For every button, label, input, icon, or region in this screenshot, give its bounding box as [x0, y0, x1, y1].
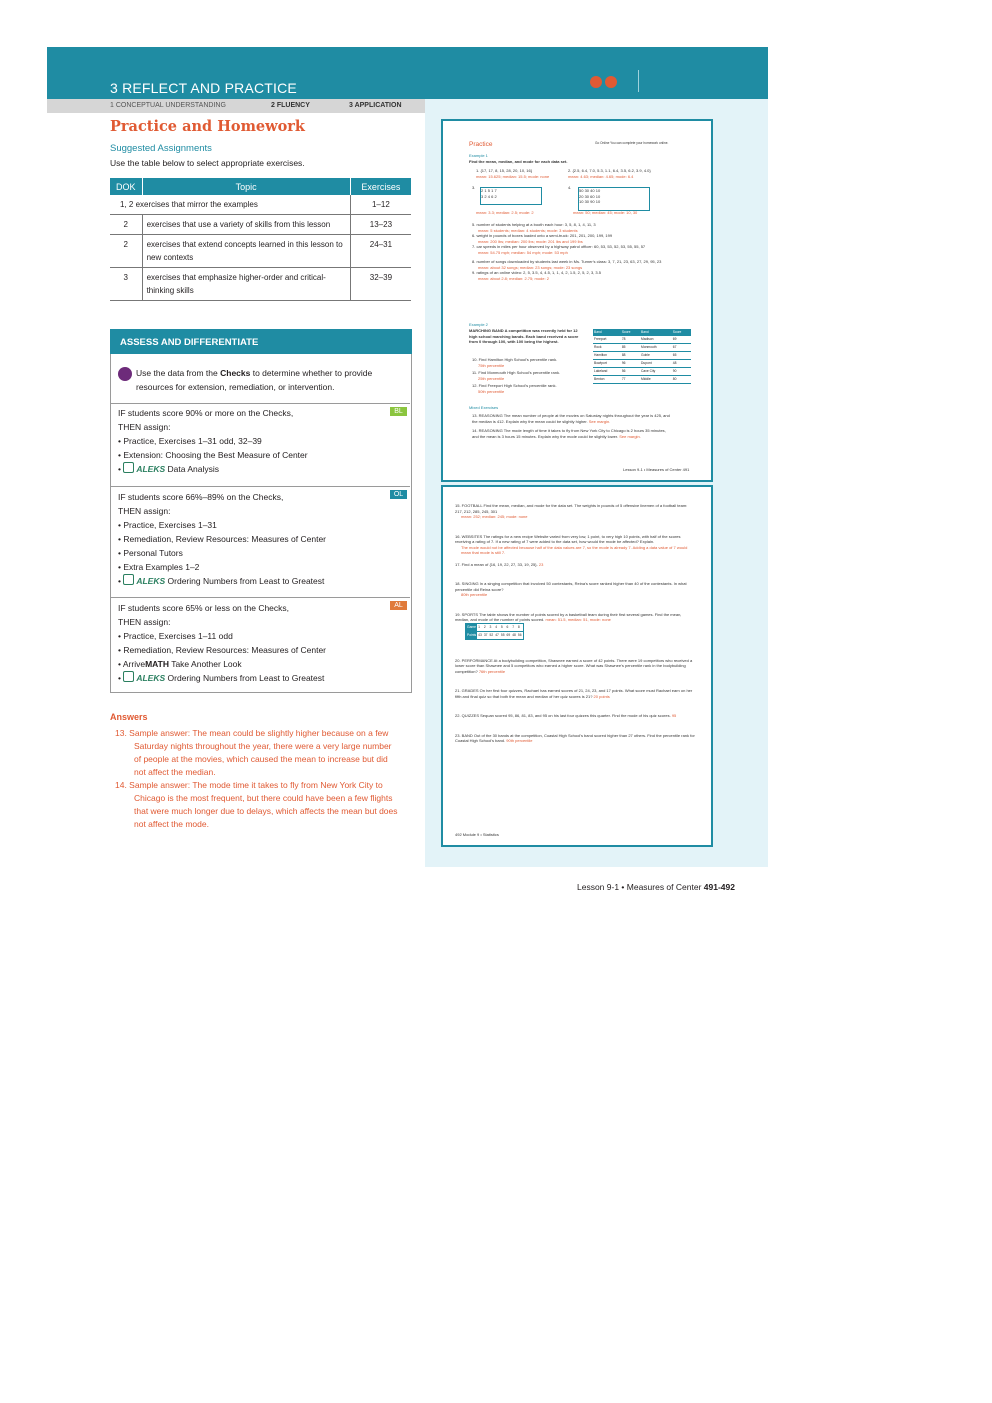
separator — [110, 403, 410, 404]
ol-if: IF students score 66%–89% on the Checks, — [118, 492, 284, 502]
page492-footer: 492 Module 9 • Statistics — [455, 832, 499, 837]
page491-footer: Lesson 9-1 • Measures of Center 491 — [623, 467, 690, 472]
level-bl-badge: BL — [390, 407, 407, 416]
al-arrive-item: • ArriveMATH Take Another Look — [118, 659, 242, 669]
q5-q9: 5. number of students helping at a booth each hour: 3, 5, 8, 1, 4, 11, 3 mean: 5 students; median: 4 students; mode: 3 students 6. weight in pounds of boxes loaded onto a semi-truck: 201, 201, 200, 199, 199 mean: 200 lbs; median: 200 lbs; mode: 201 lbs and 199 lbs 7. car speeds in miles per hour observed by a highway patrol officer: 60, 53, 53, 52, 53, 55, 55, 57 mean: 54.75 mph; median: 54 mph; mode: 53 mph 8. number of songs downloaded by students last week in Ms. Turner's class: 3, 7, 21, 23, 63, 27, 29, 95, 23 mean: about 32 songs; median: 23 songs; mode: 23 songs 9. ratings of an online video: 2, 5, 3.5, 4, 4.5, 1, 1, 4, 2, 1.5, 2, 5, 2, 3, 3.5 mean: about 2.8; median: 2.75; mode: 2 — [472, 222, 662, 281]
practice-homework-title: Practice and Homework — [110, 118, 305, 135]
al-item: • Remediation, Review Resources: Measures of Center — [118, 645, 327, 655]
row2-dok: 2 — [110, 215, 142, 235]
practice-heading: Practice — [469, 141, 493, 148]
q3-label: 3. — [472, 185, 476, 190]
row3-topic: exercises that extend concepts learned in this lesson to new contexts — [142, 235, 350, 268]
assess-title: ASSESS AND DIFFERENTIATE — [120, 337, 259, 348]
al-if: IF students score 65% or less on the Checks, — [118, 603, 290, 613]
ol-item: • Remediation, Review Resources: Measures of Center — [118, 534, 327, 544]
instructions: Find the mean, median, and mode for each data set. — [469, 159, 568, 164]
q15-q23: 15. FOOTBALL Find the mean, median, and mode for the data set. The weights in pounds of 5 offensive linemen of a football team: 217, 212, 285, 245, 301 mean: 252; median: 245; mode: none 16. WEBSITES The ratings for a new recipe Website varied from very low, 1 point, to very high 10 points, with half of the scores receiving a rating of 7. If a new rating of 7 were added to the data set, how would the mode be affected? Explain. The mode would not be affected because half of the data values are 7, so the mode is already 7. Adding a data value of 7 would mean that mode is still 7. 17. Find a mean of {16, 19, 22, 27, 33, 19, 25}. 23 18. SINGING In a singing competition that involved 50 contestants, Reina's score ranked higher than 40 of the contestants. In what percentile did Reina score? 80th percentile 19. SPORTS The table shows the number of points scored by a basketball team during their first several games. Find the mean, median, and mode of the number of points scored. mean: 51.5, median: 51, mode: none Game 1 2 3 4 5 6 7 8 Points 43 37 52 47 55 69 48 56 20. PERFORMANCE At a bodybuilding competition, Shawnee earned a score of 42 points. There were 19 competitors who received a lower score than Shawnee and 5 competitors who earned a higher score. What was Shawnee's percentile rank in the bodybuilding competition? 76th percentile 21. GRADES On her first four quizzes, Rachael has earned scores of 21, 24, 23, and 17 points. What score must Rachael earn on her fifth and final quiz so that both the mean and median of her quiz scores is 21? 20 points 22. QUIZZES Sequan scored 95, 86, 81, 83, and 95 on his last four quizzes this quarter. Find the mode of his quiz scores. 95 23. BAND Out of the 30 bands at the competition, Coastal High School's band scored higher than 27 others. Find the percentile rank for Coastal High School's band. 90th percentile — [455, 503, 695, 743]
header-divider — [638, 70, 639, 92]
aleks-icon — [123, 462, 134, 473]
table-row — [110, 235, 411, 268]
q4-label: 4. — [568, 185, 572, 190]
bl-item: • Extension: Choosing the Best Measure of Center — [118, 450, 308, 460]
bl-if: IF students score 90% or more on the Checks, — [118, 408, 294, 418]
q3-grid: 2 1 5 1 7 3 2 4 6 2 — [480, 187, 542, 205]
aleks-icon — [123, 671, 134, 682]
a3: mean: 3.3; median: 2.5; mode: 2 — [476, 210, 534, 215]
row1-exercises: 1–12 — [350, 195, 411, 215]
q2: 2. {2.5, 6.4, 7.0, 5.3, 1.1, 6.4, 3.5, 6.2, 3.9, 4.0} mean: 4.63; median: 4.65; mode: 6.4 — [568, 168, 651, 179]
student-page-491 — [441, 119, 713, 482]
assess-intro: Use the data from the Checks to determine whether to provide resources for extension, remediation, or intervention. — [136, 368, 373, 392]
marching-band-text: MARCHING BAND A competition was recently held for 12 high school marching bands. Each band received a score from 0 through 100, with 100 being the highest. — [469, 328, 579, 344]
data-icon — [118, 367, 132, 381]
bl-block — [118, 406, 398, 476]
q4-grid: 50 30 40 10 20 30 60 10 10 30 90 10 — [578, 187, 650, 211]
row3-exercises: 24–31 — [350, 235, 411, 268]
bl-item: • Practice, Exercises 1–31 odd, 32–39 — [118, 436, 262, 446]
footer-pages: 491-492 — [703, 882, 735, 892]
q1: 1. {17, 17, 8, 15, 28, 20, 10, 16} mean: 15.625; median: 15.5; mode: none — [476, 168, 550, 179]
ol-then: THEN assign: — [118, 506, 171, 516]
example2-label: Example 2 — [469, 322, 488, 327]
student-icon — [590, 76, 602, 88]
row3-dok: 2 — [110, 235, 142, 268]
level-al-badge: AL — [390, 601, 407, 610]
header-dok: DOK — [110, 178, 142, 195]
q13-q14: 13. REASONING The mean number of people at the movies on Saturday nights throughout the year is 425, and the median is 412. Explain why the mean could be slightly higher. See margin. 14. REASONING The mode length of time it takes to fly from New York City to Chicago is 2 hours 35 minutes, and the mean is 3 hours 15 minutes. Explain why the mode could be slightly lower. See margin. — [472, 413, 670, 439]
game-points-table: Game 1 2 3 4 5 6 7 8 Points 43 37 52 47 55 69 48 56 — [465, 623, 524, 640]
header-exercises: Exercises — [350, 178, 411, 195]
example1-label: Example 1 — [469, 153, 488, 158]
ol-item: • Extra Examples 1–2 — [118, 562, 200, 572]
al-then: THEN assign: — [118, 617, 171, 627]
go-online-note: Go Online You can complete your homework online. — [595, 141, 669, 145]
table-row — [110, 195, 411, 215]
ol-item: • Personal Tutors — [118, 548, 183, 558]
ol-item: • Practice, Exercises 1–31 — [118, 520, 217, 530]
footer-text: Lesson 9-1 • Measures of Center — [577, 882, 702, 892]
separator — [110, 597, 410, 598]
lesson-stage-bar — [47, 99, 425, 113]
header-topic: Topic — [142, 178, 350, 195]
page-footer — [577, 882, 735, 892]
table-header-row — [110, 178, 411, 195]
table-row — [110, 268, 411, 301]
ol-block — [118, 490, 398, 588]
row1-topic: 1, 2 exercises that mirror the examples — [110, 195, 350, 215]
band-scores-table: Band Score Band Score Freeport 78 Madison 69 Rock 85 Monmouth 67 Hamilton 88 Goble 65 Bowlport 96 Dupont 48 Lakeland 56 Cave City 90 Benton 77 Middle 80 — [593, 329, 691, 384]
suggested-assignments-title: Suggested Assignments — [110, 143, 212, 154]
bl-aleks-item: • ALEKS Data Analysis — [118, 464, 220, 474]
a4: mean: 50; median: 45; mode: 10, 30 — [573, 210, 638, 215]
stage-conceptual: 1 CONCEPTUAL UNDERSTANDING — [110, 102, 226, 109]
stage-application: 3 APPLICATION — [349, 102, 402, 109]
mixed-exercises-label: Mixed Exercises — [469, 405, 499, 410]
assignments-table — [110, 178, 411, 301]
answers-title: Answers — [110, 712, 148, 722]
section-title: 3 REFLECT AND PRACTICE — [110, 80, 297, 96]
assess-header — [110, 329, 412, 354]
answer-14: 14. Sample answer: The mode time it takes to fly from New York City to Chicago is the most frequent, but there could have been a few flights that were much longer due to delays, which affects the mean but does not affect the mode. — [115, 780, 398, 829]
ol-aleks-item: • ALEKS Ordering Numbers from Least to Greatest — [118, 576, 325, 586]
row4-exercises: 32–39 — [350, 268, 411, 301]
bl-then: THEN assign: — [118, 422, 171, 432]
row4-topic: exercises that emphasize higher-order and critical-thinking skills — [142, 268, 350, 301]
header-icons — [590, 75, 620, 93]
row2-topic: exercises that use a variety of skills from this lesson — [142, 215, 350, 235]
suggested-assignments-text: Use the table below to select appropriate exercises. — [110, 158, 305, 168]
student-page-492 — [441, 485, 713, 847]
q10-q12: 10. Find Hamilton High School's percentile rank. 75th percentile 11. Find Monmouth High School's percentile rank. 25th percentile 12. Find Freeport High School's percentile rank. 50th percentile — [472, 357, 561, 394]
aleks-icon — [123, 574, 134, 585]
al-block — [118, 601, 398, 685]
table-row — [110, 215, 411, 235]
level-ol-badge: OL — [390, 490, 407, 499]
row4-dok: 3 — [110, 268, 142, 301]
al-item: • Practice, Exercises 1–11 odd — [118, 631, 233, 641]
answer-13: 13. Sample answer: The mean could be slightly higher because on a few Saturday nights throughout the year, there were a very large number of people at the movies, which caused the mean to increase but did not affect the median. — [115, 728, 392, 777]
group-icon — [605, 76, 617, 88]
row2-exercises: 13–23 — [350, 215, 411, 235]
separator — [110, 486, 410, 487]
stage-fluency: 2 FLUENCY — [271, 102, 310, 109]
al-aleks-item: • ALEKS Ordering Numbers from Least to Greatest — [118, 673, 325, 683]
